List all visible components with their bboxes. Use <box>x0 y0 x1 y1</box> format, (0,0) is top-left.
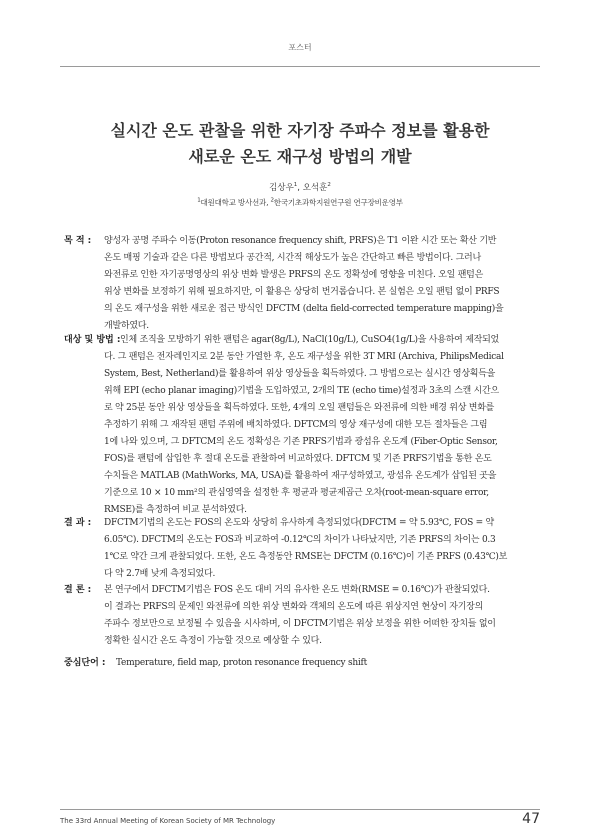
purpose-line: 양성자 공명 주파수 이동(Proton resonance frequency shift, PRFS)은 T1 이완 시간 또는 확산 기반 <box>104 236 497 246</box>
conclusion-label: 결 론 : <box>64 585 92 595</box>
methods-body-cont <box>104 349 550 519</box>
methods-body <box>120 332 552 349</box>
title-line-2: 새로운 온도 재구성 방법의 개발 <box>188 147 412 166</box>
footer-rule <box>60 809 540 810</box>
conclusion-line: 이 결과는 PRFS의 문제인 와전류에 의한 위상 변화와 객체의 온도에 따른 위상지연 현상이 자기장의 <box>104 602 484 612</box>
methods-label: 대상 및 방법 : <box>64 335 121 345</box>
author-list <box>0 181 600 193</box>
purpose-line: 온도 매핑 기술과 같은 다른 방법보다 공간적, 시간적 해상도가 높은 간단하고 빠른 방법이다. 그러나 <box>104 253 481 263</box>
author-2-sup: 2 <box>327 182 331 189</box>
title-line-1: 실시간 온도 관찰을 위한 자기장 주파수 정보를 활용한 <box>110 121 490 140</box>
author-1-sup: 1 <box>293 182 298 189</box>
methods-line: 수치들은 MATLAB (MathWorks, MA, USA)를 활용하여 재구성하였고, 광섬유 온도계가 삽입된 곳을 <box>104 471 497 481</box>
conclusion-body <box>104 582 550 650</box>
affil-2: 한국기초과학지원연구원 연구장비운영부 <box>273 198 403 207</box>
results-label: 결 과 : <box>64 518 92 528</box>
conclusion-line: 주파수 정보만으로 보정될 수 있음을 시사하며, 이 DFCTM기법은 위상 보정을 위한 어떠한 장치들 없이 <box>104 619 496 629</box>
affiliations <box>0 197 600 208</box>
methods-line: System, Best, Netherland)를 활용하여 위상 영상들을 획득하였다. 그 방법으로는 실시간 영상획득을 <box>104 369 496 379</box>
author-2: 오석훈 <box>302 183 328 193</box>
paper-title <box>40 118 560 170</box>
results-line: DFCTM기법의 온도는 FOS의 온도와 상당히 유사하게 측정되었다(DFCTM = 약 5.93℃, FOS = 약 <box>104 518 495 528</box>
methods-line: 기준으로 10 × 10 mm²의 관심영역을 설정한 후 평균과 평균제곱근 오차(root-mean-square error, <box>104 488 489 498</box>
keywords-text: Temperature, field map, proton resonance frequency shift <box>116 658 367 668</box>
keywords-label: 중심단어 : <box>64 658 106 668</box>
conference-name: The 33rd Annual Meeting of Korean Society of MR Technology <box>60 817 276 825</box>
methods-line: 위해 EPI (echo planar imaging)기법을 도입하였고, 2개의 TE (echo time)설정과 3초의 스캔 시간으 <box>104 386 499 396</box>
affil-1-sup: 1 <box>197 197 201 204</box>
purpose-line: 의 온도 재구성을 위한 새로운 접근 방식인 DFCTM (delta field-corrected temperature mapping)을 <box>104 304 504 314</box>
purpose-body <box>104 233 550 335</box>
methods-line: 인체 조직을 모방하기 위한 팬텀은 agar(8g/L), NaCl(10g/L), CuSO4(1g/L)을 사용하여 제작되었 <box>120 335 499 345</box>
conclusion-line: 본 연구에서 DFCTM기법은 FOS 온도 대비 거의 유사한 온도 변화(RMSE = 0.16℃)가 관찰되었다. <box>104 585 490 595</box>
results-line: 1℃로 약간 크게 관찰되었다. 또한, 온도 측정동안 RMSE는 DFCTM (0.16℃)이 기존 PRFS (0.43℃)보 <box>104 552 508 562</box>
purpose-line: 와전류로 인한 자기공명영상의 위상 변화 발생은 PRFS의 온도 정확성에 영향을 미친다. 오일 팬텀은 <box>104 270 484 280</box>
results-body <box>104 515 550 583</box>
author-1: 김상우 <box>269 183 294 193</box>
methods-line: 로 약 25분 동안 위상 영상들을 획득하였다. 또한, 4개의 오일 팬텀들은 와전류에 의한 배경 위상 변화를 <box>104 403 495 413</box>
author-separator: , <box>297 183 303 193</box>
results-line: 다 약 2.7배 낮게 측정되었다. <box>104 569 216 579</box>
purpose-label: 목 적 : <box>64 236 92 246</box>
page-number: 47 <box>522 811 540 827</box>
methods-line: FOS)를 팬텀에 삽입한 후 절대 온도를 관찰하여 비교하였다. DFTCM 및 기존 PRFS기법을 통한 온도 <box>104 454 492 464</box>
methods-line: 다. 그 팬텀은 전자레인지로 2분 동안 가열한 후, 온도 재구성을 위한 3T MRI (Archiva, PhilipsMedical <box>104 352 504 362</box>
header-rule <box>60 66 540 67</box>
purpose-line: 위상 변화를 보정하기 위해 필요하지만, 이 활용은 상당히 번거롭습니다. 본 실험은 오일 팬텀 없이 PRFS <box>104 287 500 297</box>
methods-line: 추정하기 위해 그 재작된 팬텀 주위에 배치하였다. DFTCM의 영상 재구성에 대한 모든 절차들은 그림 <box>104 420 488 430</box>
methods-line: RMSE)를 측정하여 비교 분석하였다. <box>104 505 247 515</box>
affil-1: 대원대학교 방사선과, <box>200 198 271 207</box>
keywords-body <box>116 655 552 672</box>
methods-line: 1에 나와 있으며, 그 DFTCM의 온도 정확성은 기존 PRFS기법과 광섬유 온도계 (Fiber-Optic Sensor, <box>104 437 498 447</box>
purpose-line: 개발하였다. <box>104 321 149 331</box>
affil-2-sup: 2 <box>270 197 274 204</box>
results-line: 6.05℃). DFCTM의 온도는 FOS과 비교하여 -0.12℃의 차이가 나타났지만, 기존 PRFS의 차이는 0.3 <box>104 535 496 545</box>
conclusion-line: 정확한 실시간 온도 측정이 가능할 것으로 예상할 수 있다. <box>104 636 322 646</box>
running-header: 포스터 <box>288 43 312 52</box>
